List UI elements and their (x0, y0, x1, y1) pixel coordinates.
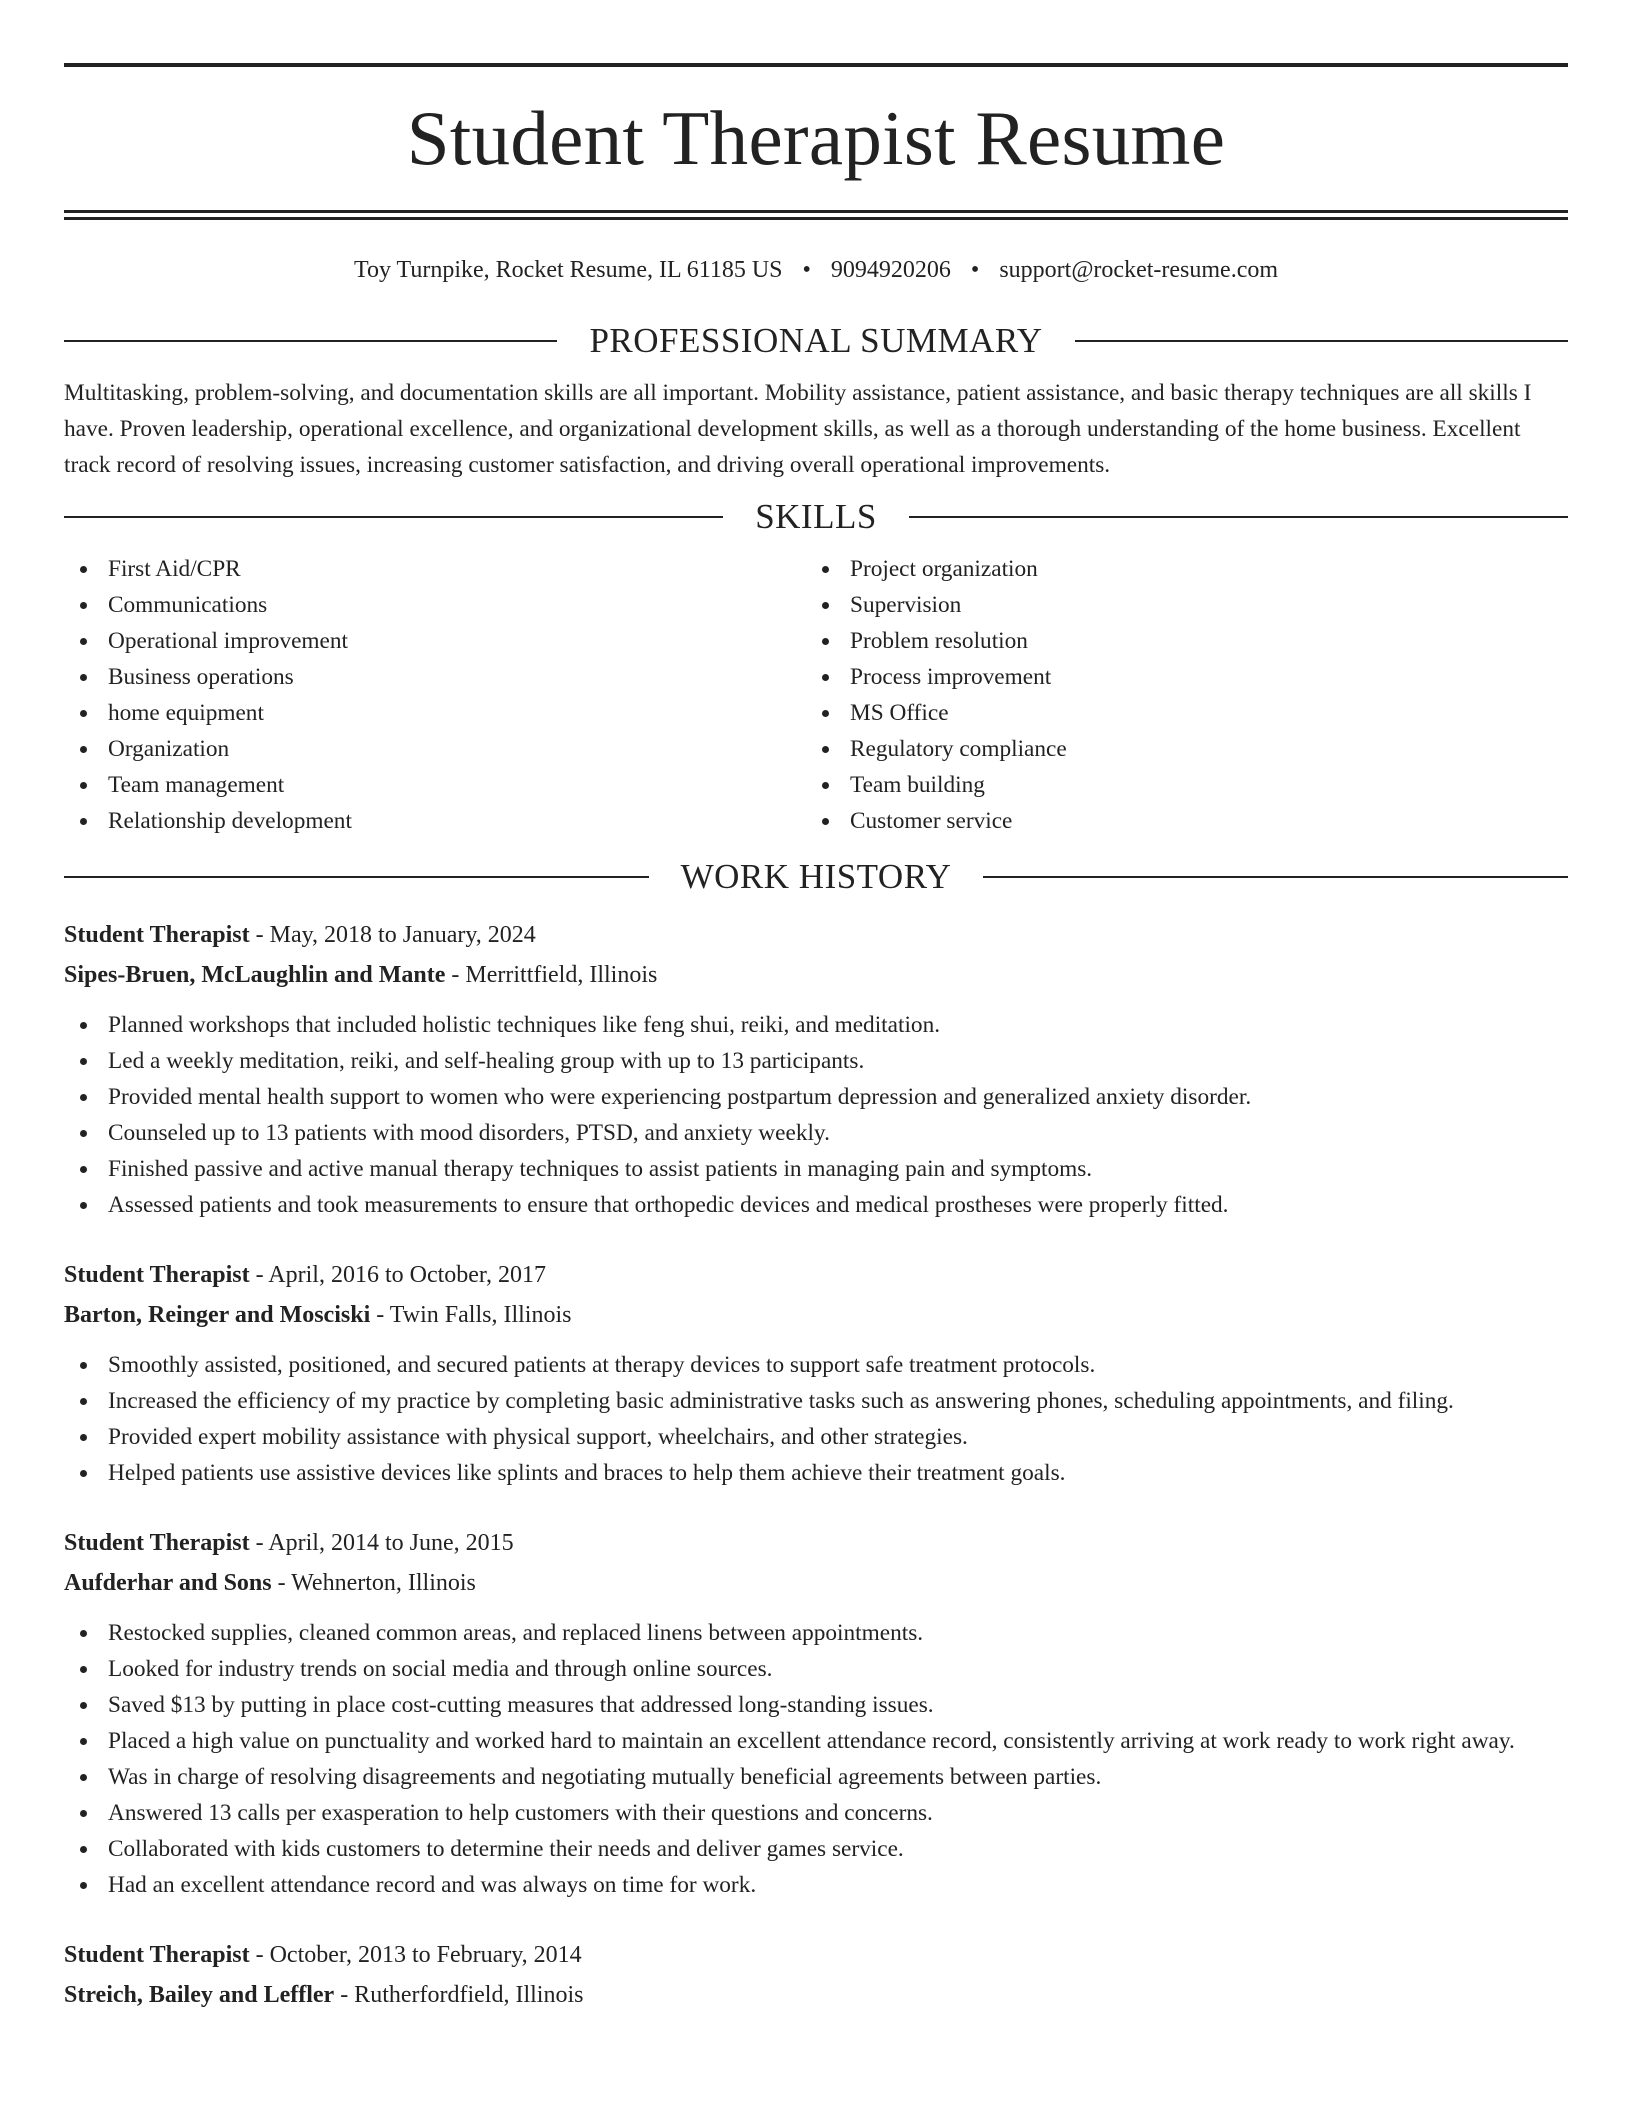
skill-item: Organization (64, 731, 806, 767)
job-company-line (64, 1563, 1568, 1603)
skill-item: Communications (64, 587, 806, 623)
job-bullet: Assessed patients and took measurements to ensure that orthopedic devices and medical prostheses were properly fitted. (64, 1187, 1568, 1223)
job-bullet: Placed a high value on punctuality and worked hard to maintain an excellent attendance record, consistently arriving at work ready to work right away. (64, 1723, 1568, 1759)
contact-line (64, 255, 1568, 285)
contact-phone: 9094920206 (830, 257, 951, 283)
job-company: Aufderhar and Sons (64, 1570, 272, 1596)
job-bullet: Helped patients use assistive devices like splints and braces to help them achieve their treatment goals. (64, 1455, 1568, 1491)
job-bullet: Was in charge of resolving disagreements and negotiating mutually beneficial agreements between parties. (64, 1759, 1568, 1795)
summary-heading-row (64, 319, 1568, 363)
job-bullet: Provided mental health support to women who were experiencing postpartum depression and generalized anxiety disorder. (64, 1079, 1568, 1115)
job-title-line (64, 1255, 1568, 1295)
skills-heading-row (64, 495, 1568, 539)
job-entry (64, 1255, 1568, 1491)
job-title: Student Therapist (64, 1262, 250, 1288)
job-title: Student Therapist (64, 922, 250, 948)
job-location: - Rutherfordfield, Illinois (334, 1982, 584, 2008)
job-bullet: Counseled up to 13 patients with mood disorders, PTSD, and anxiety weekly. (64, 1115, 1568, 1151)
job-bullet: Looked for industry trends on social media and through online sources. (64, 1651, 1568, 1687)
job-bullet: Led a weekly meditation, reiki, and self-healing group with up to 13 participants. (64, 1043, 1568, 1079)
summary-text: Multitasking, problem-solving, and documentation skills are all important. Mobility assistance, patient assistance, and basic therapy techniques are all skills I have. Proven leadership, operational excellence, and organizational development skills, as well as a thorough understanding of the home business. Excellent track record of resolving issues, increasing customer satisfaction, and driving overall operational improvements. (64, 380, 1532, 478)
heading-rule (64, 516, 723, 518)
job-location: - Twin Falls, Illinois (370, 1302, 572, 1328)
skill-item: Operational improvement (64, 623, 806, 659)
job-bullet: Provided expert mobility assistance with physical support, wheelchairs, and other strategies. (64, 1419, 1568, 1455)
job-bullet: Finished passive and active manual therapy techniques to assist patients in managing pain and symptoms. (64, 1151, 1568, 1187)
summary-heading: PROFESSIONAL SUMMARY (589, 321, 1043, 360)
skills-heading: SKILLS (755, 497, 877, 536)
job-bullet: Had an excellent attendance record and was always on time for work. (64, 1867, 1568, 1903)
contact-email: support@rocket-resume.com (999, 257, 1279, 283)
job-bullet: Restocked supplies, cleaned common areas, and replaced linens between appointments. (64, 1615, 1568, 1651)
job-dates: - April, 2014 to June, 2015 (249, 1530, 514, 1556)
job-company-line (64, 1975, 1568, 2015)
skill-item: Project organization (806, 551, 1548, 587)
job-company-line (64, 1295, 1568, 1335)
job-bullet: Smoothly assisted, positioned, and secured patients at therapy devices to support safe treatment protocols. (64, 1347, 1568, 1383)
job-entry (64, 1523, 1568, 1903)
skill-item: Business operations (64, 659, 806, 695)
job-title: Student Therapist (64, 1530, 250, 1556)
resume-page (64, 0, 1568, 2015)
job-entry (64, 915, 1568, 1223)
skill-item: Problem resolution (806, 623, 1548, 659)
job-dates: - April, 2016 to October, 2017 (249, 1262, 546, 1288)
job-bullets (64, 1347, 1568, 1491)
job-bullet: Saved $13 by putting in place cost-cutting measures that addressed long-standing issues. (64, 1687, 1568, 1723)
skill-item: Customer service (806, 803, 1548, 839)
job-bullet: Answered 13 calls per exasperation to help customers with their questions and concerns. (64, 1795, 1568, 1831)
heading-rule (909, 516, 1568, 518)
job-company: Sipes-Bruen, McLaughlin and Mante (64, 962, 446, 988)
job-company-line (64, 955, 1568, 995)
work-heading: WORK HISTORY (680, 857, 952, 896)
title-block (64, 63, 1568, 183)
job-entry (64, 1935, 1568, 2015)
contact-separator: • (802, 257, 811, 283)
job-bullets (64, 1007, 1568, 1223)
skill-item: Team building (806, 767, 1548, 803)
job-dates: - May, 2018 to January, 2024 (249, 922, 536, 948)
job-company: Streich, Bailey and Leffler (64, 1982, 335, 2008)
job-location: - Merrittfield, Illinois (445, 962, 658, 988)
job-title-line (64, 1935, 1568, 1975)
page-title: Student Therapist Resume (406, 95, 1226, 181)
job-title: Student Therapist (64, 1942, 250, 1968)
contact-address: Toy Turnpike, Rocket Resume, IL 61185 US (353, 257, 783, 283)
heading-rule (64, 340, 557, 342)
skill-item: Supervision (806, 587, 1548, 623)
heading-rule (64, 876, 649, 878)
skill-item: Relationship development (64, 803, 806, 839)
skills-column-right (806, 551, 1548, 839)
job-dates: - October, 2013 to February, 2014 (249, 1942, 582, 1968)
job-company: Barton, Reinger and Mosciski (64, 1302, 371, 1328)
skill-item: Regulatory compliance (806, 731, 1548, 767)
job-title-line (64, 1523, 1568, 1563)
job-location: - Wehnerton, Illinois (271, 1570, 476, 1596)
skill-item: First Aid/CPR (64, 551, 806, 587)
skill-item: Team management (64, 767, 806, 803)
skills-list (64, 551, 1568, 839)
skills-column-left (64, 551, 806, 839)
skill-item: Process improvement (806, 659, 1548, 695)
title-divider (64, 210, 1568, 220)
skill-item: MS Office (806, 695, 1548, 731)
job-title-line (64, 915, 1568, 955)
job-bullet: Increased the efficiency of my practice by completing basic administrative tasks such as answering phones, scheduling appointments, and filing. (64, 1383, 1568, 1419)
contact-separator: • (970, 257, 980, 283)
job-bullet: Planned workshops that included holistic techniques like feng shui, reiki, and meditation. (64, 1007, 1568, 1043)
heading-rule (983, 876, 1568, 878)
job-bullets (64, 1615, 1568, 1903)
skill-item: home equipment (64, 695, 806, 731)
job-bullet: Collaborated with kids customers to determine their needs and deliver games service. (64, 1831, 1568, 1867)
heading-rule (1075, 340, 1568, 342)
work-heading-row (64, 855, 1568, 899)
